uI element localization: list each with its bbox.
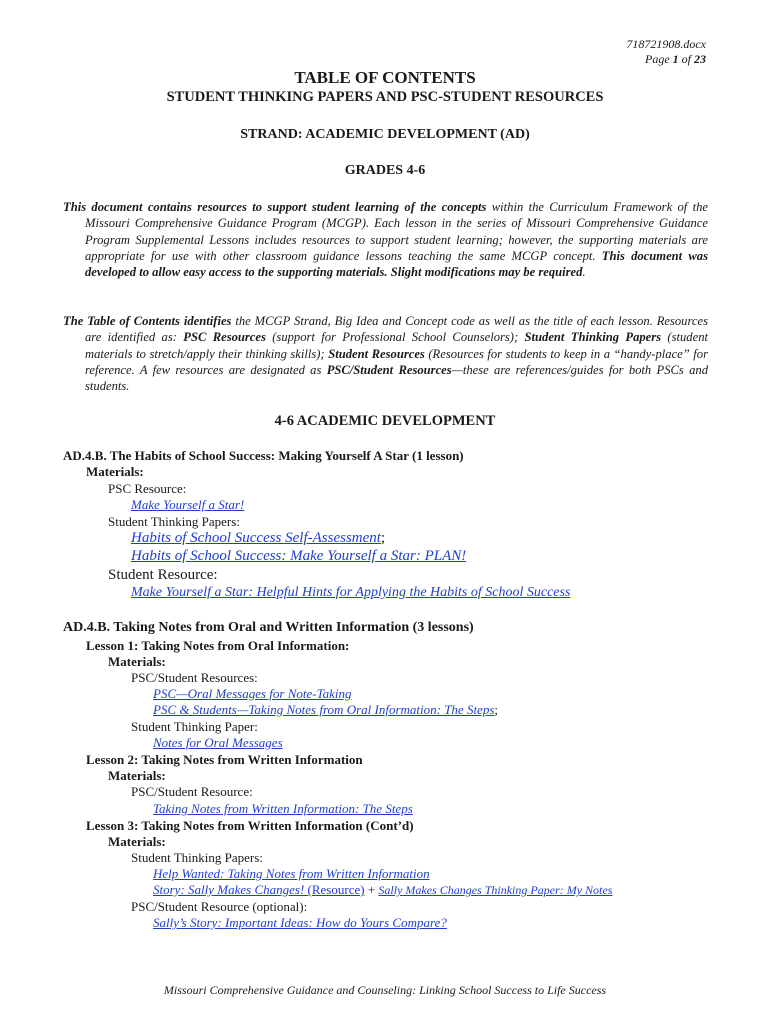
ad2-lesson2-link-1[interactable]: Taking Notes from Written Information: The Steps (153, 801, 413, 816)
ad2-lesson3-materials: Materials: (108, 834, 166, 849)
ad2-lesson3-link-2[interactable]: Story: Sally Makes Changes! (153, 882, 308, 897)
ad2-title: AD.4.B. Taking Notes from Oral and Written Information (3 lessons) (63, 620, 474, 635)
page-number: Page 1 of 23 (645, 52, 706, 66)
ad2-lesson3-link-3[interactable]: Sally Makes Changes Thinking Paper: My Notes (378, 883, 613, 897)
intro-paragraph-2: The Table of Contents identifies the MCGP Strand, Big Idea and Concept code as well as the title of each lesson. Resources are identified as: PSC Resources (support for Professional School Counselors); Student Thinking Papers (student materials to stretch/apply their thinking skills); Student Resources (Resources for students to keep in a “handy-place” for reference. A few resources are designated as PSC/Student Resources—these are references/guides for both PSCs and students. (63, 314, 709, 394)
ad1-psc-link[interactable]: Make Yourself a Star! (131, 497, 245, 512)
ad2-lesson1-title: Lesson 1: Taking Notes from Oral Information: (86, 638, 350, 653)
ad1-sr-link[interactable]: Make Yourself a Star: Helpful Hints for Applying the Habits of School Success (131, 585, 571, 600)
ad1-stp-link-2[interactable]: Habits of School Success: Make Yourself a Star: PLAN! (131, 548, 467, 564)
ad2-lesson1-link-1[interactable]: PSC—Oral Messages for Note-Taking (153, 686, 352, 701)
intro-paragraph-1: This document contains resources to support student learning of the concepts within the Curriculum Framework of the Missouri Comprehensive Guidance Program (MCGP). Each lesson in the series of Missouri Comprehensive Guidance Program Supplemental Lessons includes resources to support student learning; however, the supporting materials are appropriate for use with other classroom guidance lessons teaching the same MCGP concept. This document was developed to allow easy access to the supporting materials. Slight modifications may be required. (63, 200, 708, 280)
toc-title: TABLE OF CONTENTS (294, 68, 476, 87)
ad1-psc-label: PSC Resource: (108, 481, 187, 496)
grades-title: GRADES 4-6 (344, 163, 426, 178)
ad2-lesson2-materials: Materials: (108, 768, 166, 783)
ad2-lesson1-link-3[interactable]: Notes for Oral Messages (153, 735, 283, 750)
ad2-lesson2-psr-label: PSC/Student Resource: (131, 784, 253, 799)
ad1-sr-label: Student Resource: (108, 567, 218, 583)
strand-title: STRAND: ACADEMIC DEVELOPMENT (AD) (240, 127, 530, 142)
document-subtitle: STUDENT THINKING PAPERS AND PSC-STUDENT RESOURCES (166, 89, 604, 105)
ad2-lesson3-stp-label: Student Thinking Papers: (131, 850, 263, 865)
ad2-lesson3-plus: + (364, 882, 379, 897)
ad1-stp-separator: ; (380, 530, 386, 546)
ad2-lesson3-link-4[interactable]: Sally’s Story: Important Ideas: How do Yours Compare? (153, 915, 447, 930)
ad2-lesson1-separator: ; (494, 702, 499, 717)
ad1-stp-label: Student Thinking Papers: (108, 514, 240, 529)
ad2-lesson1-materials: Materials: (108, 654, 166, 669)
page-header (626, 37, 706, 67)
ad1-title: AD.4.B. The Habits of School Success: Making Yourself A Star (1 lesson) (63, 448, 464, 463)
page-footer: Missouri Comprehensive Guidance and Counseling: Linking School Success to Life Success (163, 983, 607, 997)
section-title: 4-6 ACADEMIC DEVELOPMENT (274, 413, 496, 429)
ad2-lesson3-psr-label: PSC/Student Resource (optional): (131, 899, 308, 914)
ad2-lesson2-title: Lesson 2: Taking Notes from Written Information (86, 752, 363, 767)
ad2-lesson1-stp-label: Student Thinking Paper: (131, 719, 258, 734)
ad2-lesson3-title: Lesson 3: Taking Notes from Written Information (Cont’d) (86, 818, 414, 833)
ad1-stp-link-1[interactable]: Habits of School Success Self-Assessment (131, 530, 381, 546)
ad2-lesson3-link-1[interactable]: Help Wanted: Taking Notes from Written Information (153, 866, 430, 881)
document-filename: 718721908.docx (626, 37, 706, 51)
ad2-lesson1-link-2[interactable]: PSC & Students—Taking Notes from Oral Information: The Steps (153, 702, 495, 717)
ad2-lesson1-psr-label: PSC/Student Resources: (131, 670, 258, 685)
ad1-materials-label: Materials: (86, 464, 144, 479)
ad2-lesson3-link-2-resource[interactable]: (Resource) (307, 882, 365, 897)
